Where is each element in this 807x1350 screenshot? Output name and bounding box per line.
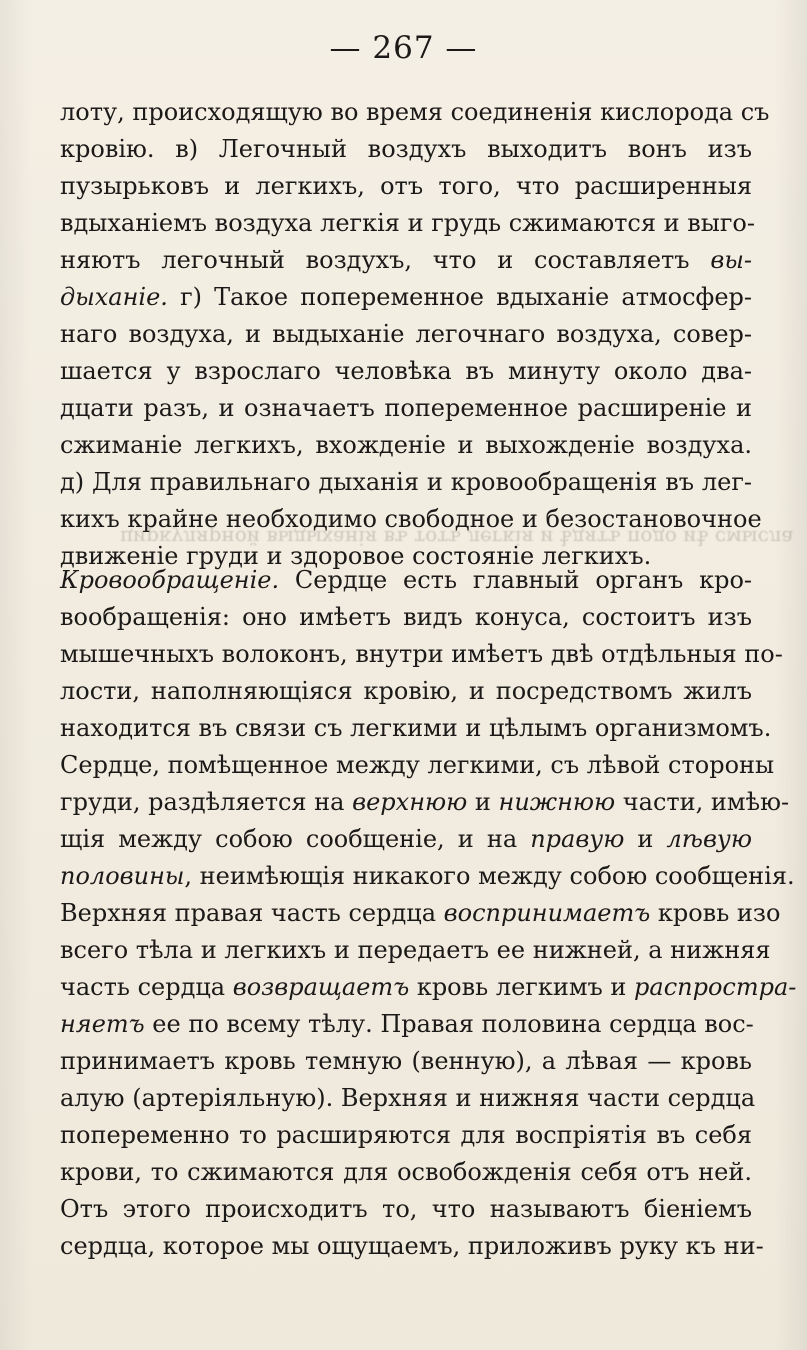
text-run: пузырьковъ и легкихъ, отъ того, что расширенныя <box>60 172 752 200</box>
text-run: груди, раздѣляется на <box>60 788 353 816</box>
text-run: няютъ легочный воздухъ, что и составляетъ <box>60 246 711 274</box>
italic-run: распростра- <box>634 973 797 1001</box>
text-line <box>60 168 752 205</box>
text-run: часть сердца <box>60 973 233 1001</box>
text-line <box>60 353 752 390</box>
italic-run: лѣвую <box>666 825 752 853</box>
text-run: д) Для правильнаго дыханія и кровообращенія въ лег- <box>60 468 752 496</box>
text-line <box>60 636 783 673</box>
text-line <box>60 932 771 969</box>
text-run: , неимѣющія никакого между собою сообщенія. <box>184 862 795 890</box>
text-run: кровію. в) Легочный воздухъ выходитъ вонъ изъ <box>60 135 752 163</box>
text-line <box>60 464 752 501</box>
text-run: алую (артеріяльную). Верхняя и нижняя части сердца <box>60 1084 756 1112</box>
text-run: крови, то сжимаются для освобожденія себя отъ ней. <box>60 1158 752 1186</box>
text-line <box>60 427 752 464</box>
text-line <box>60 747 775 784</box>
text-run: принимаетъ кровь темную (венную), а лѣвая — кровь <box>60 1047 752 1075</box>
text-run: лости, наполняющіяся кровію, и посредствомъ жилъ <box>60 677 752 705</box>
text-line <box>60 131 752 168</box>
text-run: попеременно то расширяются для воспріятія въ себя <box>60 1121 752 1149</box>
text-run: шается у взрослаго человѣка въ минуту около два- <box>60 357 752 385</box>
text-run: части, имѣю- <box>615 788 790 816</box>
italic-run: возвращаетъ <box>232 973 410 1001</box>
text-run: сердца, которое мы ощущаемъ, приложивъ руку къ ни- <box>60 1232 764 1260</box>
text-line <box>60 969 797 1006</box>
text-run: и <box>467 788 499 816</box>
text-run: Верхняя правая часть сердца <box>60 899 444 927</box>
text-run: г) Такое попеременное вдыханіе атмосфер- <box>167 283 752 311</box>
text-line <box>60 821 752 858</box>
text-line <box>60 242 752 279</box>
text-line <box>60 784 790 821</box>
italic-run: половины <box>60 862 185 890</box>
paragraph-respiration <box>60 94 794 575</box>
paragraph-circulation <box>60 562 797 1265</box>
text-line <box>60 390 752 427</box>
text-line <box>60 895 781 932</box>
text-run: сжиманіе легкихъ, вхожденіе и выхожденіе воздуха. <box>60 431 752 459</box>
text-line <box>60 710 772 747</box>
text-line <box>60 1228 764 1265</box>
text-line <box>60 1006 752 1043</box>
italic-run: правую <box>530 825 625 853</box>
page-number: — 267 — <box>329 30 478 66</box>
text-run: кровь изо <box>650 899 781 927</box>
italic-run: нижнюю <box>498 788 616 816</box>
text-run: вдыханіемъ воздуха легкія и грудь сжимаются и выго- <box>60 209 755 237</box>
text-line <box>60 673 752 710</box>
text-run: кихъ крайне необходимо свободное и безостановочное <box>60 505 762 533</box>
italic-run: няетъ <box>60 1010 145 1038</box>
text-run: лоту, происходящую во время соединенія кислорода съ <box>60 98 770 126</box>
text-run: и <box>624 825 667 853</box>
bleed-through-text: циркулярной выдыханія въ тотъ легкія и ѣдятъ подо иѣ смысла <box>120 526 794 550</box>
italic-run: дыханіе. <box>60 283 168 311</box>
italic-run: Кровообращеніе. <box>60 566 280 594</box>
text-line <box>60 858 795 895</box>
text-line <box>60 562 752 599</box>
text-run: вообращенія: оно имѣетъ видъ конуса, состоитъ изъ <box>60 603 752 631</box>
text-line <box>60 94 770 131</box>
italic-run: вы- <box>710 246 752 274</box>
italic-run: воспринимаетъ <box>443 899 651 927</box>
text-run: щія между собою сообщеніе, и на <box>60 825 531 853</box>
text-run: мышечныхъ волоконъ, внутри имѣетъ двѣ отдѣльныя по- <box>60 640 783 668</box>
text-line <box>60 1191 752 1228</box>
text-line <box>60 316 752 353</box>
text-line <box>60 599 752 636</box>
text-run: находится въ связи съ легкими и цѣлымъ организмомъ. <box>60 714 772 742</box>
text-line <box>60 1043 752 1080</box>
text-line <box>60 1154 752 1191</box>
text-run: движеніе груди и здоровое состояніе легкихъ. <box>60 542 652 570</box>
text-line <box>60 205 755 242</box>
text-run: кровь легкимъ и <box>409 973 635 1001</box>
text-run: ее по всему тѣлу. Правая половина сердца вос- <box>144 1010 754 1038</box>
text-run: Отъ этого происходитъ то, что называютъ біеніемъ <box>60 1195 752 1223</box>
text-line <box>60 1117 752 1154</box>
text-line <box>60 1080 756 1117</box>
text-run: наго воздуха, и выдыханіе легочнаго воздуха, совер- <box>60 320 752 348</box>
text-run: Сердце есть главный органъ кро- <box>279 566 752 594</box>
text-run: всего тѣла и легкихъ и передаетъ ее нижней, а нижняя <box>60 936 771 964</box>
italic-run: верхнюю <box>352 788 468 816</box>
text-run: Сердце, помѣщенное между легкими, съ лѣвой стороны <box>60 751 775 779</box>
text-line <box>60 279 752 316</box>
text-run: дцати разъ, и означаетъ попеременное расширеніе и <box>60 394 752 422</box>
